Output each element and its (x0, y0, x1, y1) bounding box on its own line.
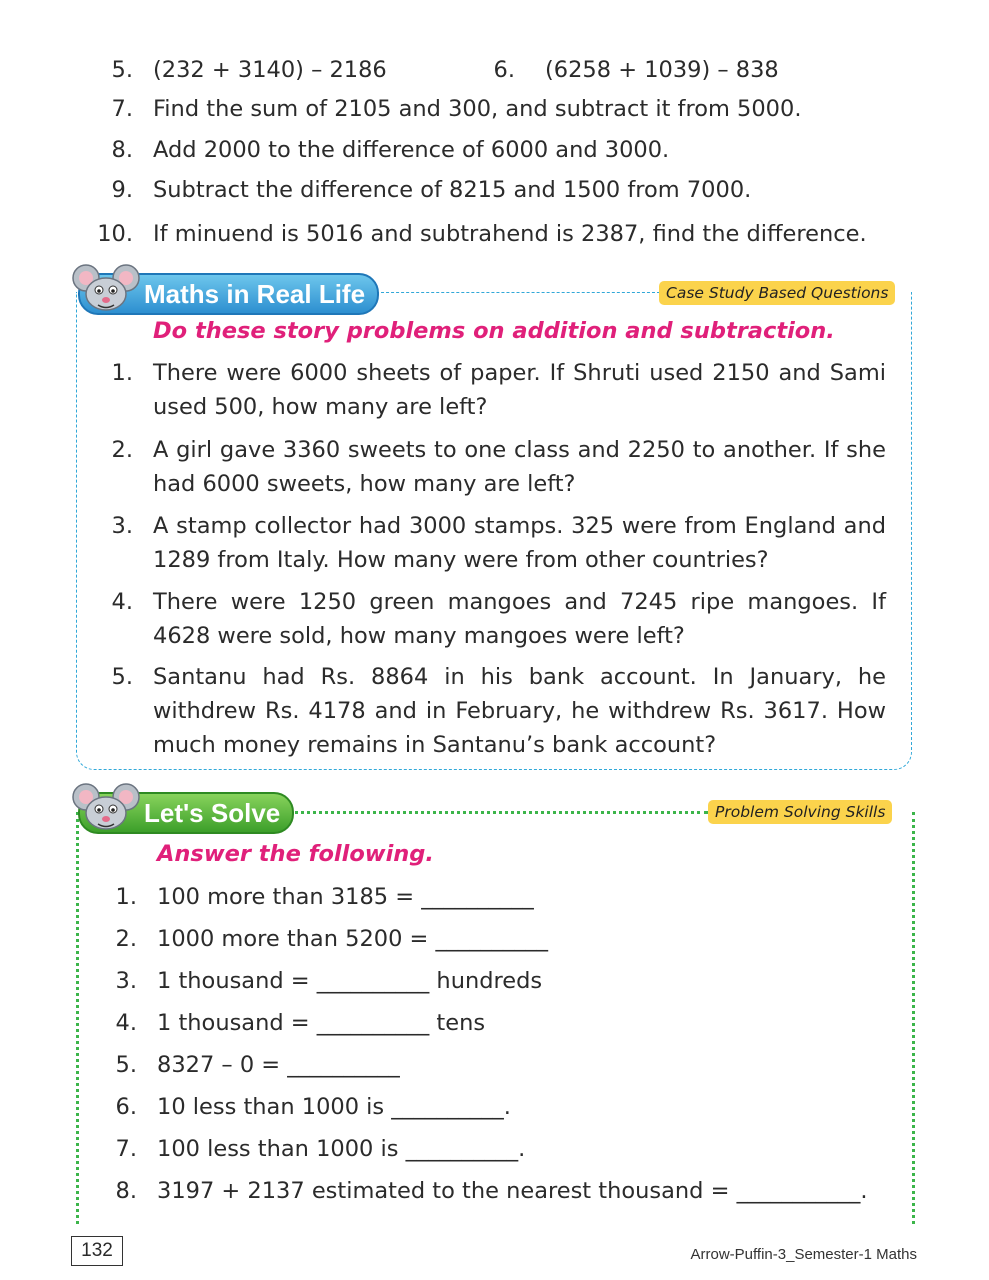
item-number: 1. (111, 360, 133, 386)
item-text: 8327 – 0 = __________ (157, 1052, 400, 1078)
exercise-number: 6. (493, 57, 515, 83)
item-text: There were 1250 green mangoes and 7245 ripe mangoes. If 4628 were sold, how many mangoes were left? (153, 589, 886, 649)
item-text: 1 thousand = __________ tens (157, 1010, 486, 1036)
item-number: 6. (115, 1094, 137, 1120)
item-number: 5. (111, 664, 133, 690)
lets-solve-title: Let's Solve (144, 798, 281, 828)
item-text: A girl gave 3360 sweets to one class and 2250 to another. If she had 6000 sweets, how many are left? (153, 437, 886, 497)
item-text: 1 thousand = __________ hundreds (157, 968, 543, 994)
item-text: A stamp collector had 3000 stamps. 325 were from England and 1289 from Italy. How many were from other countries? (153, 513, 886, 573)
exercise-text: Subtract the difference of 8215 and 1500 from 7000. (153, 177, 752, 203)
item-number: 2. (111, 437, 133, 463)
item-number: 5. (115, 1052, 137, 1078)
item-number: 2. (115, 926, 137, 952)
case-study-badge (659, 281, 895, 305)
problem-solving-badge (708, 800, 892, 824)
exercise-number: 9. (111, 177, 133, 203)
lets-solve-intro: Answer the following. (157, 841, 434, 867)
exercise-text: Add 2000 to the difference of 6000 and 3000. (153, 137, 670, 163)
page-number: 132 (71, 1236, 123, 1266)
item-text: Santanu had Rs. 8864 in his bank account. In January, he withdrew Rs. 4178 and in February, he withdrew Rs. 3617. How much money remains in Santanu’s bank account? (153, 664, 886, 758)
book-title-footer: Arrow-Puffin-3_Semester-1 Maths (690, 1246, 917, 1263)
item-number: 3. (115, 968, 137, 994)
item-number: 1. (115, 884, 137, 910)
item-text: 10 less than 1000 is __________. (157, 1094, 511, 1120)
real-life-title: Maths in Real Life (144, 279, 366, 309)
item-number: 3. (111, 513, 133, 539)
item-text: There were 6000 sheets of paper. If Shruti used 2150 and Sami used 500, how many are left? (153, 360, 886, 420)
mouse-mascot-icon (72, 262, 142, 318)
item-number: 4. (111, 589, 133, 615)
exercise-text: If minuend is 5016 and subtrahend is 2387, find the difference. (153, 221, 867, 247)
exercise-text: Find the sum of 2105 and 300, and subtract it from 5000. (153, 96, 802, 122)
exercise-text: (232 + 3140) – 2186 (153, 57, 387, 83)
exercise-number: 10. (97, 221, 133, 247)
item-number: 7. (115, 1136, 137, 1162)
item-number: 8. (115, 1178, 137, 1204)
item-text: 100 less than 1000 is __________. (157, 1136, 526, 1162)
item-text: 1000 more than 5200 = __________ (157, 926, 549, 952)
item-text: 3197 + 2137 estimated to the nearest thousand = ___________. (157, 1178, 868, 1204)
real-life-intro: Do these story problems on addition and subtraction. (153, 318, 835, 344)
lets-solve-box-top-border (288, 811, 708, 814)
problem-solving-badge-label: Problem Solving Skills (715, 803, 886, 821)
real-life-box-top-border (376, 292, 660, 293)
case-study-badge-label: Case Study Based Questions (666, 284, 889, 302)
exercise-text: (6258 + 1039) – 838 (545, 57, 779, 83)
item-number: 4. (115, 1010, 137, 1036)
exercise-number: 7. (111, 96, 133, 122)
exercise-number: 5. (111, 57, 133, 83)
item-text: 100 more than 3185 = __________ (157, 884, 534, 910)
exercise-number: 8. (111, 137, 133, 163)
mouse-mascot-icon (72, 781, 142, 837)
